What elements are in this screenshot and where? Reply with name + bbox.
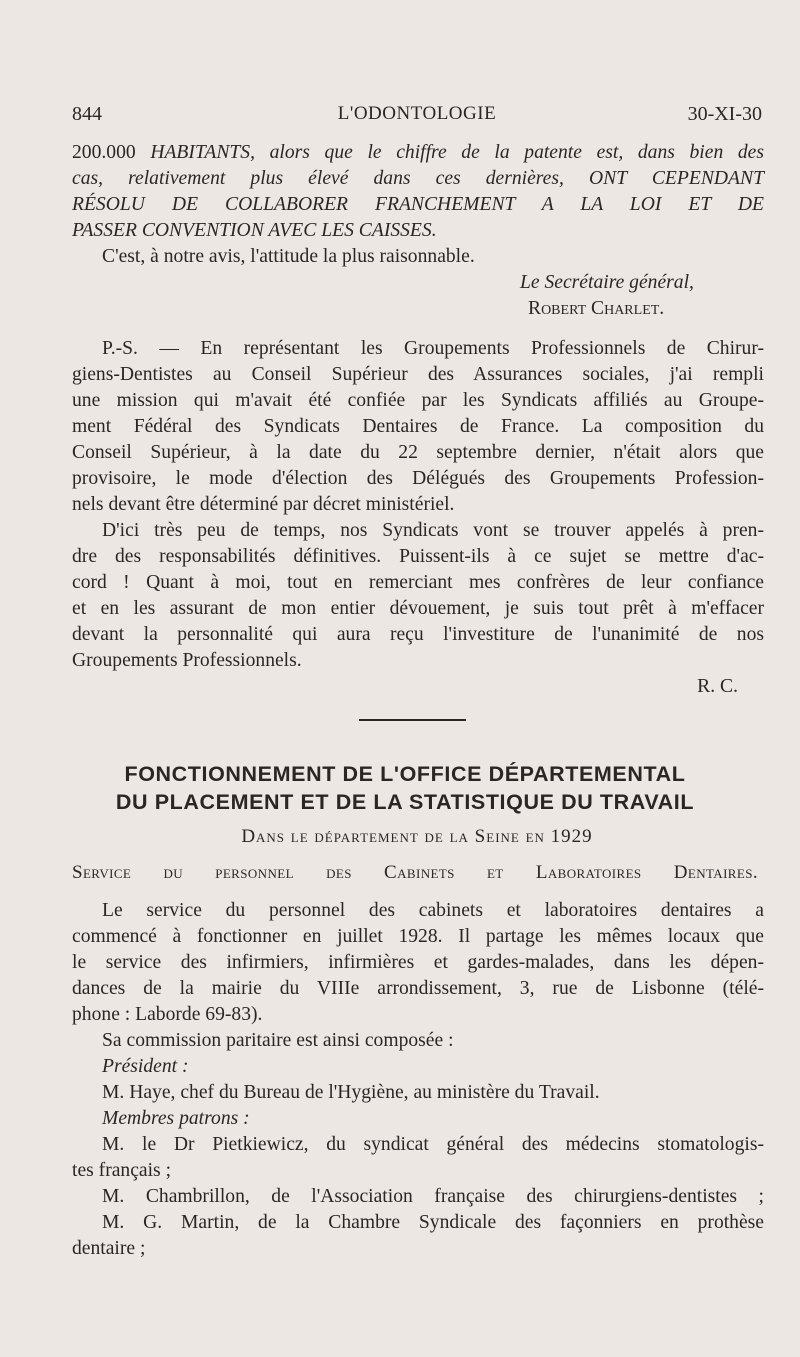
text-line: commencé à fonctionner en juillet 1928. Il partage les mêmes locaux que bbox=[72, 926, 764, 947]
text-line: C'est, à notre avis, l'attitude la plus raisonnable. bbox=[102, 246, 475, 267]
president-label: Président : bbox=[102, 1056, 189, 1077]
text-line: Le service du personnel des cabinets et laboratoires dentaires a bbox=[102, 900, 764, 921]
text-line: dances de la mairie du VIIIe arrondissement, 3, rue de Lisbonne (télé- bbox=[72, 978, 764, 999]
section-conclusion bbox=[72, 140, 764, 322]
text-line: phone : Laborde 69-83). bbox=[72, 1004, 263, 1025]
text-line: devant la personnalité qui aura reçu l'investiture de l'unanimité de nos bbox=[72, 624, 764, 645]
text-line: Sa commission paritaire est ainsi composée : bbox=[102, 1030, 454, 1051]
text-line: P.-S. — En représentant les Groupements Professionnels de Chirur- bbox=[102, 338, 764, 359]
text-line: ment Fédéral des Syndicats Dentaires de France. La composition du bbox=[72, 416, 764, 437]
text-line: le service des infirmiers, infirmières et gardes-malades, dans les dépen- bbox=[72, 952, 764, 973]
subheading-department: Dans le département de la Seine en 1929 bbox=[241, 826, 593, 847]
page-number: 844 bbox=[72, 103, 102, 125]
text-line: Groupements Professionnels. bbox=[72, 650, 302, 671]
text-line: giens-Dentistes au Conseil Supérieur des Assurances sociales, j'ai rempli bbox=[72, 364, 764, 385]
text-line: tes français ; bbox=[72, 1160, 172, 1181]
journal-title: L'ODONTOLOGIE bbox=[337, 103, 497, 124]
text-line: dre des responsabilités définitives. Puissent-ils à ce sujet se mettre d'ac- bbox=[72, 546, 764, 567]
author-initials: R. C. bbox=[697, 676, 738, 697]
subheading-service: Service du personnel des Cabinets et Laboratoires Dentaires. bbox=[72, 862, 758, 883]
text-line: nels devant être déterminé par décret ministériel. bbox=[72, 494, 455, 515]
text-line: cas, relativement plus élevé dans ces dernières, ONT CEPENDANT bbox=[72, 168, 764, 189]
text-line: et en les assurant de mon entier dévouement, je suis tout prêt à m'effacer bbox=[72, 598, 764, 619]
postscript bbox=[72, 336, 764, 700]
text-line: M. G. Martin, de la Chambre Syndicale des façonniers en prothèse bbox=[102, 1212, 764, 1233]
text-line: une mission qui m'avait été confiée par les Syndicats affiliés au Groupe- bbox=[72, 390, 764, 411]
running-header bbox=[72, 103, 762, 129]
signature-name: Robert Charlet. bbox=[528, 298, 665, 319]
section-office-body bbox=[72, 898, 764, 1262]
text-line: PASSER CONVENTION AVEC LES CAISSES. bbox=[72, 220, 437, 241]
text-line: M. le Dr Pietkiewicz, du syndicat général des médecins stomatologis- bbox=[102, 1134, 764, 1155]
section-divider bbox=[359, 719, 466, 721]
signature-title: Le Secrétaire général, bbox=[520, 272, 694, 293]
text-line: M. Chambrillon, de l'Association française des chirurgiens-dentistes ; bbox=[102, 1186, 764, 1207]
section-heading-line-2: DU PLACEMENT ET DE LA STATISTIQUE DU TRAVAIL bbox=[115, 790, 695, 814]
section-heading-line-1: FONCTIONNEMENT DE L'OFFICE DÉPARTEMENTAL bbox=[124, 762, 686, 786]
text-line: 200.000 HABITANTS, alors que le chiffre de la patente est, dans bien des bbox=[72, 142, 764, 163]
text-line: Conseil Supérieur, à la date du 22 septembre dernier, n'était alors que bbox=[72, 442, 764, 463]
text-line: M. Haye, chef du Bureau de l'Hygiène, au ministère du Travail. bbox=[102, 1082, 600, 1103]
text-line: cord ! Quant à moi, tout en remerciant mes confrères de leur confiance bbox=[72, 572, 764, 593]
text-line: D'ici très peu de temps, nos Syndicats vont se trouver appelés à pren- bbox=[102, 520, 764, 541]
members-label: Membres patrons : bbox=[102, 1108, 250, 1129]
text-line: RÉSOLU DE COLLABORER FRANCHEMENT A LA LOI ET DE bbox=[72, 194, 764, 215]
text-line: provisoire, le mode d'élection des Délégués des Groupements Profession- bbox=[72, 468, 764, 489]
text-line: dentaire ; bbox=[72, 1238, 146, 1259]
issue-date: 30-XI-30 bbox=[687, 103, 762, 125]
